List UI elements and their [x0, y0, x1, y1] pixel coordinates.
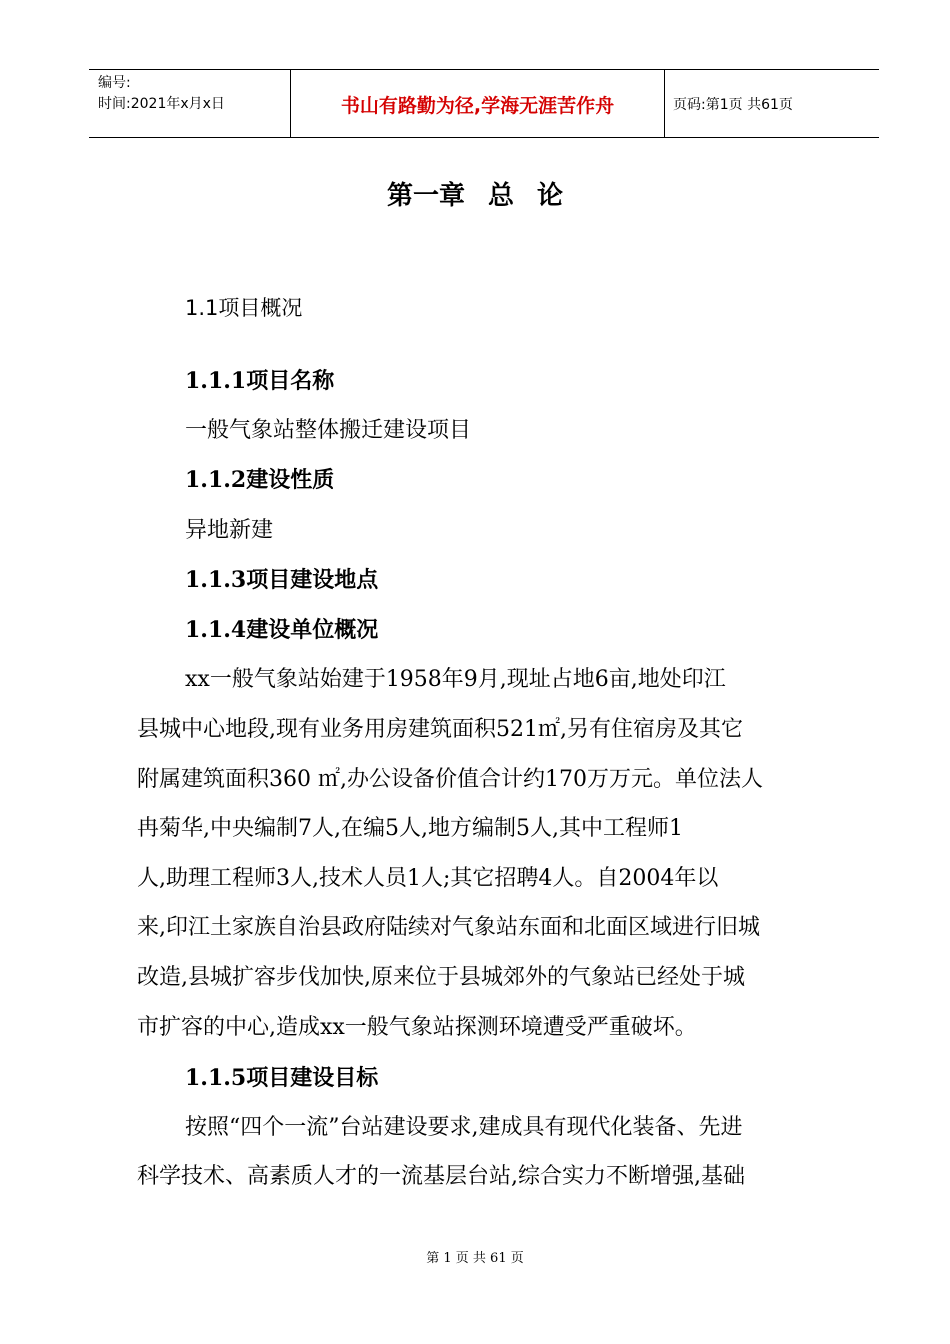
page-header	[89, 69, 879, 138]
header-page-info: 页码:第1页 共61页	[673, 97, 793, 113]
paragraph-line: 来,印江土家族自治县政府陆续对气象站东面和北面区域进行旧城	[137, 915, 760, 940]
chapter-title: 第一章 总 论	[386, 181, 564, 211]
paragraph-line: xx一般气象站始建于1958年9月,现址占地6亩,地处印江	[185, 667, 726, 692]
header-page-cell	[664, 70, 879, 137]
number-label: 编号:	[98, 75, 131, 91]
header-motto-cell	[290, 70, 665, 137]
paragraph-line: 异地新建	[185, 518, 274, 543]
paragraph-line: 科学技术、高素质人才的一流基层台站,综合实力不断增强,基础	[137, 1164, 745, 1189]
section-heading: 1.1项目概况	[185, 296, 303, 320]
time-label: 时间:2021年x月x日	[98, 96, 225, 112]
subsection-heading: 1.1.4建设单位概况	[185, 617, 379, 643]
header-motto: 书山有路勤为径,学海无涯苦作舟	[340, 95, 615, 117]
paragraph-line: 市扩容的中心,造成xx一般气象站探测环境遭受严重破坏。	[137, 1015, 697, 1040]
paragraph-line: 冉菊华,中央编制7人,在编5人,地方编制5人,其中工程师1	[137, 816, 683, 841]
subsection-heading: 1.1.5项目建设目标	[185, 1065, 379, 1091]
paragraph-line: 一般气象站整体搬迁建设项目	[185, 418, 472, 443]
subsection-heading: 1.1.2建设性质	[185, 467, 335, 493]
paragraph-line: 人,助理工程师3人,技术人员1人;其它招聘4人。自2004年以	[137, 866, 719, 891]
page-footer: 第 1 页 共 61 页	[426, 1251, 524, 1266]
paragraph-line: 附属建筑面积360 ㎡,办公设备价值合计约170万万元。单位法人	[137, 767, 763, 792]
paragraph-line: 县城中心地段,现有业务用房建筑面积521㎡,另有住宿房及其它	[137, 717, 743, 742]
paragraph-line: 改造,县城扩容步伐加快,原来位于县城郊外的气象站已经处于城	[137, 965, 745, 990]
header-meta-cell	[89, 70, 290, 137]
paragraph-line: 按照“四个一流”台站建设要求,建成具有现代化装备、先进	[185, 1115, 743, 1140]
subsection-heading: 1.1.3项目建设地点	[185, 567, 379, 593]
subsection-heading: 1.1.1项目名称	[185, 368, 335, 394]
